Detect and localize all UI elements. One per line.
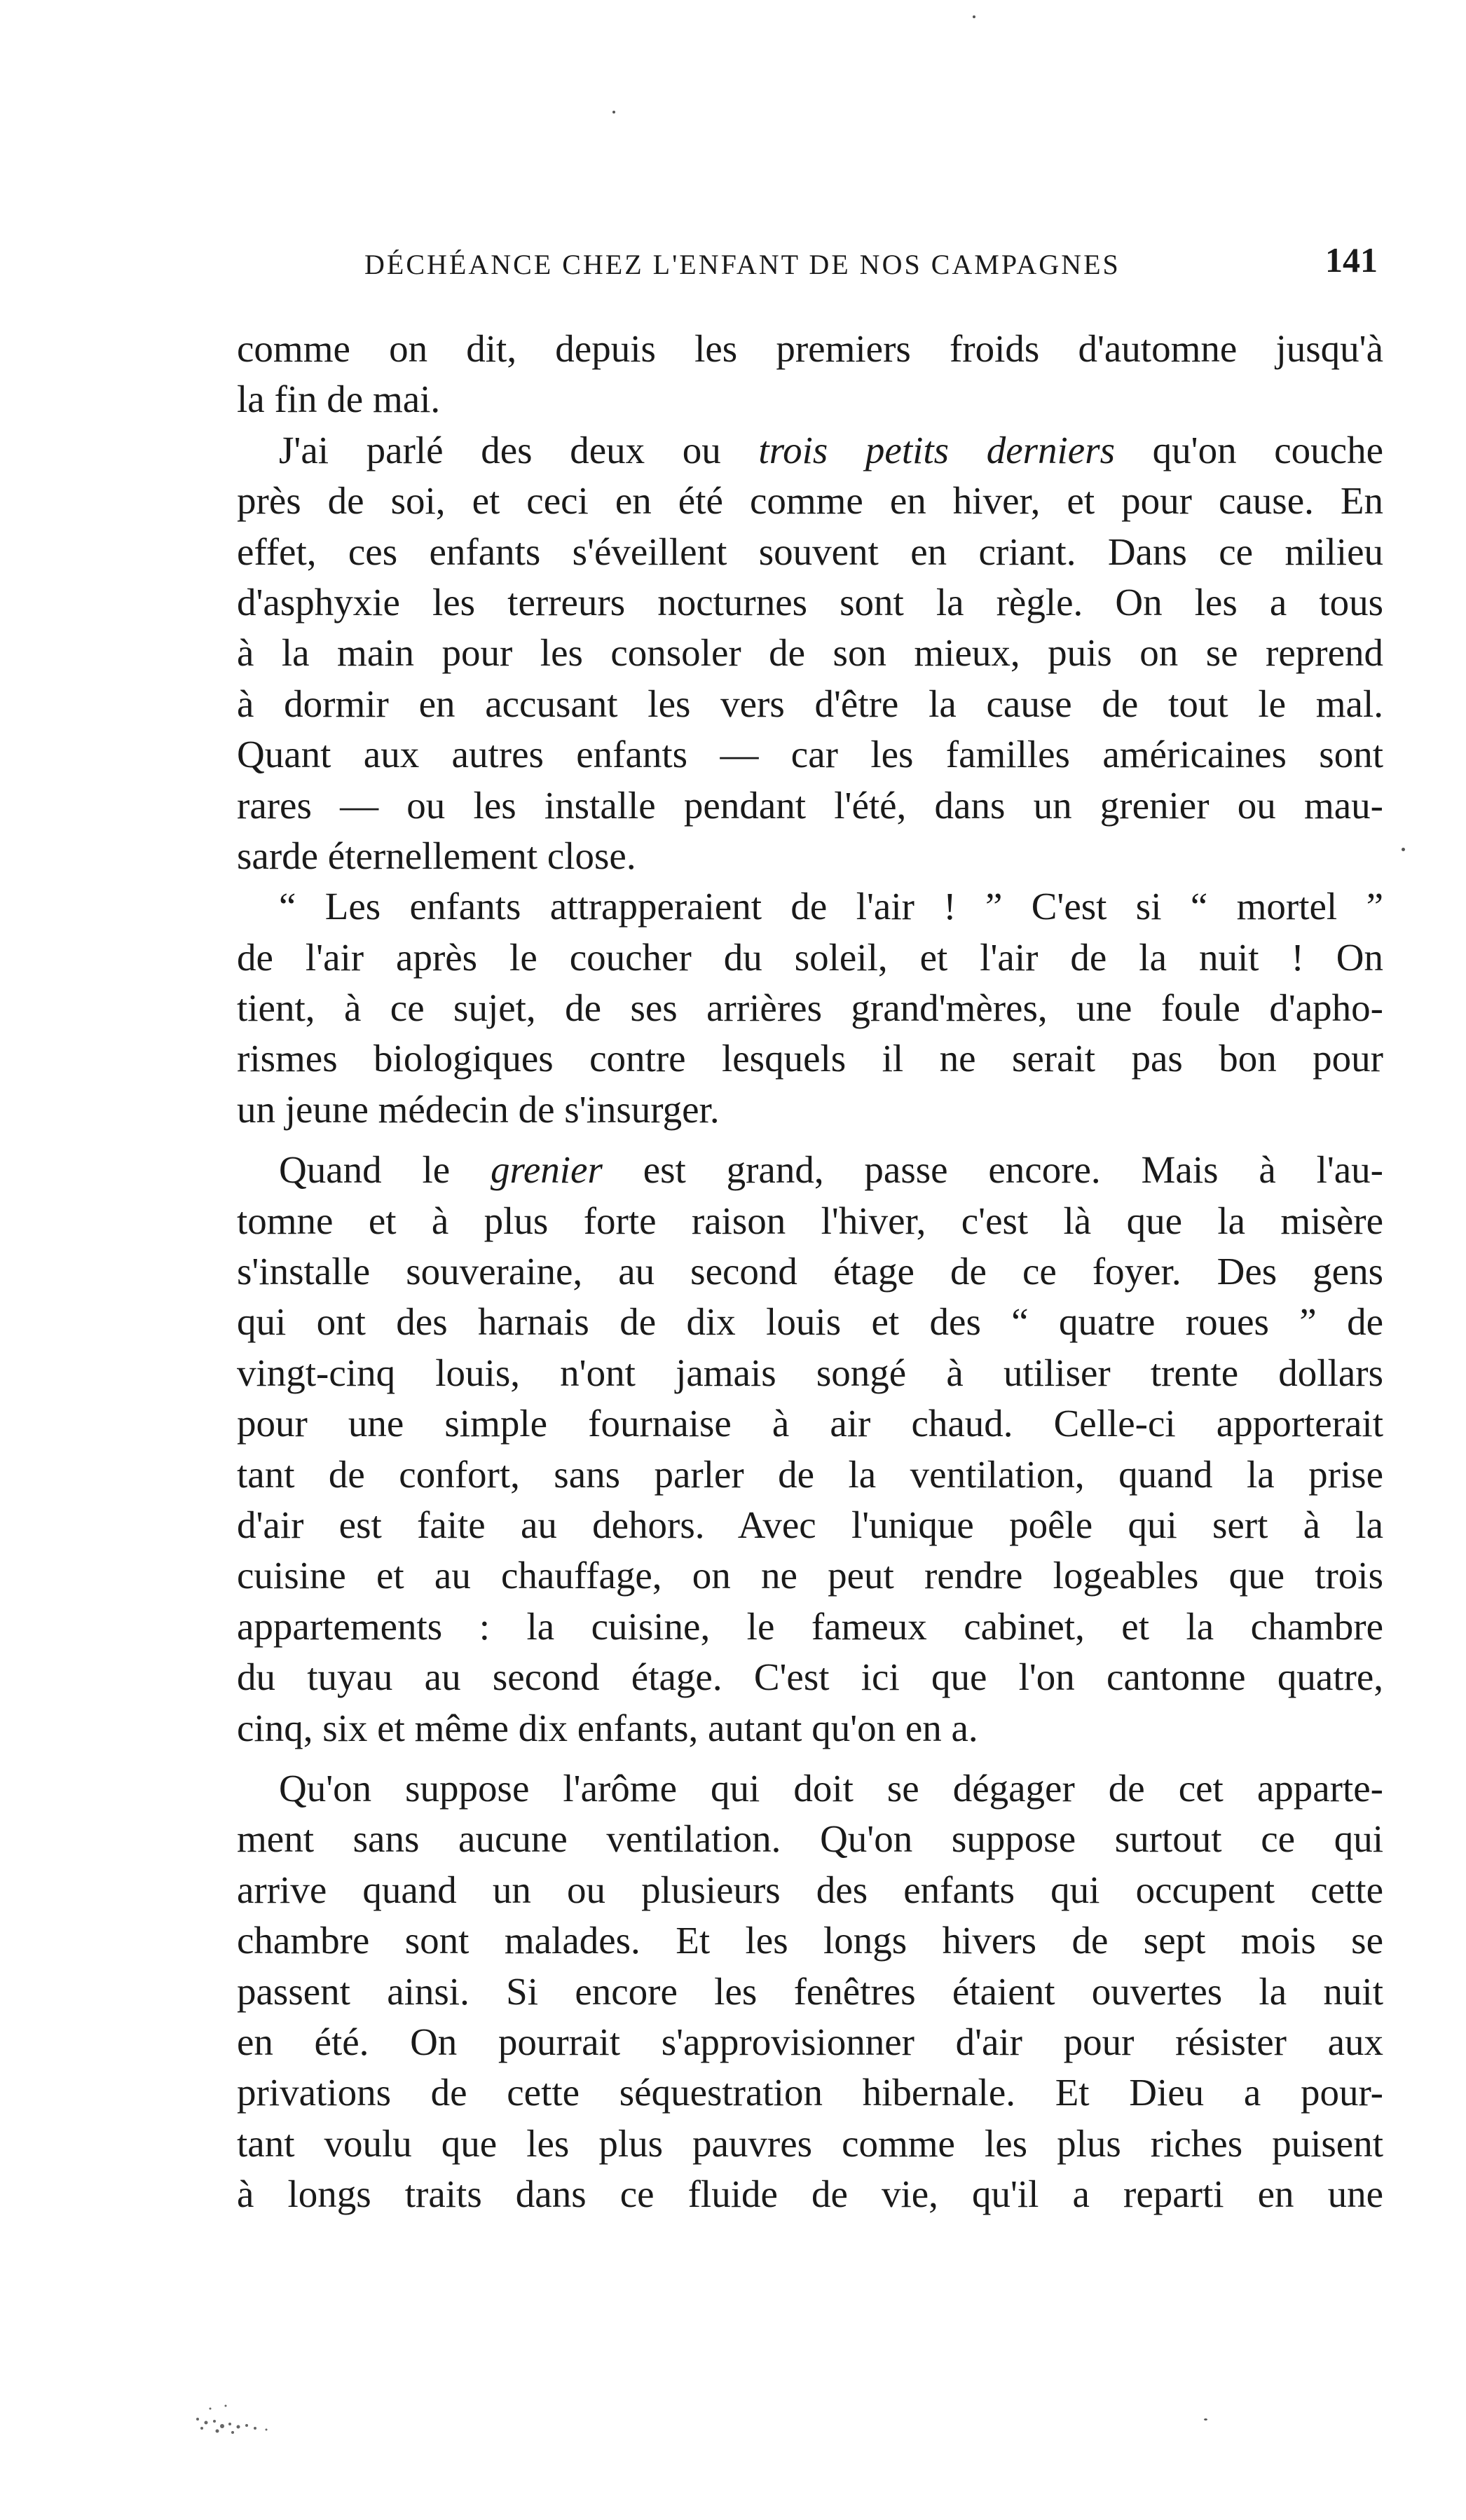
text-line: passent ainsi. Si encore les fenêtres étaient ouvertes la nuit [237, 1969, 1383, 2013]
text-line: la fin de mai. [237, 378, 441, 421]
text-line: de l'air après le coucher du soleil, et l'air de la nuit ! On [237, 935, 1383, 979]
text-line: un jeune médecin de s'insurger. [237, 1087, 720, 1131]
paragraph [237, 425, 1383, 882]
paragraph [237, 1145, 1383, 1754]
text-segment: J'ai parlé des deux ou [279, 428, 759, 471]
text-line: d'air est faite au dehors. Avec l'unique poêle qui sert à la [237, 1503, 1383, 1546]
scan-speck [612, 111, 615, 113]
paragraph-gap [237, 1135, 1383, 1145]
running-head [237, 240, 1383, 289]
text-segment: Quand le [279, 1148, 491, 1192]
text-line: ment sans aucune ventilation. Qu'on suppose surtout ce qui [237, 1817, 1383, 1861]
text-line: chambre sont malades. Et les longs hivers de sept mois se [237, 1919, 1383, 1962]
italic-phrase: grenier [490, 1148, 603, 1192]
text-line: s'installe souveraine, au second étage de ce foyer. Des gens [237, 1250, 1383, 1293]
scan-speck [973, 15, 975, 18]
scan-speck [1402, 848, 1405, 851]
text-segment: est grand, passe encore. Mais à l'au- [602, 1148, 1383, 1192]
text-line: arrive quand un ou plusieurs des enfants qui occupent cette [237, 1868, 1383, 1911]
text-line: d'asphyxie les terreurs nocturnes sont la règle. On les a tous [237, 580, 1383, 624]
text-line: effet, ces enfants s'éveillent souvent en criant. Dans ce milieu [237, 530, 1383, 573]
text-line: cuisine et au chauffage, on ne peut rendre logeables que trois [237, 1554, 1383, 1597]
text-line [237, 1145, 1383, 1195]
text-line [237, 425, 1383, 476]
body-text [237, 324, 1383, 2219]
text-line: pour une simple fournaise à air chaud. Celle-ci apporterait [237, 1402, 1383, 1445]
text-line: comme on dit, depuis les premiers froids d'automne jusqu'à [237, 327, 1383, 370]
text-line: rares — ou les installe pendant l'été, dans un grenier ou mau- [237, 783, 1383, 827]
text-line: tomne et à plus forte raison l'hiver, c'est là que la misère [237, 1199, 1383, 1242]
text-line: sarde éternellement close. [237, 834, 636, 877]
text-line: à la main pour les consoler de son mieux, puis on se reprend [237, 631, 1383, 675]
text-line: qui ont des harnais de dix louis et des “ quatre roues ” de [237, 1300, 1383, 1344]
page-number: 141 [1325, 240, 1378, 280]
running-title: DÉCHÉANCE CHEZ L'ENFANT DE NOS CAMPAGNES [364, 249, 1121, 280]
text-line: “ Les enfants attrapperaient de l'air ! ” C'est si “ mortel ” [279, 885, 1383, 928]
text-segment: qu'on couche [1115, 428, 1383, 471]
text-line: vingt-cinq louis, n'ont jamais songé à utiliser trente dollars [237, 1351, 1383, 1394]
ink-smudge [184, 2388, 289, 2437]
italic-phrase: trois petits derniers [758, 428, 1116, 471]
text-line: Qu'on suppose l'arôme qui doit se dégager de cet apparte- [279, 1766, 1383, 1810]
text-line: appartements : la cuisine, le fameux cabinet, et la chambre [237, 1604, 1383, 1648]
text-line: tient, à ce sujet, de ses arrières grand'mères, une foule d'apho- [237, 986, 1383, 1030]
text-line: à longs traits dans ce fluide de vie, qu'il a reparti en une [237, 2173, 1383, 2216]
text-line: près de soi, et ceci en été comme en hiver, et pour cause. En [237, 479, 1383, 523]
text-line: à dormir en accusant les vers d'être la cause de tout le mal. [237, 682, 1383, 725]
text-line: rismes biologiques contre lesquels il ne serait pas bon pour [237, 1037, 1383, 1080]
paragraph-gap [237, 1754, 1383, 1763]
paragraph [237, 1763, 1383, 2220]
text-line: du tuyau au second étage. C'est ici que l'on cantonne quatre, [237, 1655, 1383, 1699]
scan-speck [1204, 2418, 1207, 2421]
text-line: tant voulu que les plus pauvres comme les plus riches puisent [237, 2121, 1383, 2165]
text-line: privations de cette séquestration hibernale. Et Dieu a pour- [237, 2071, 1383, 2114]
text-line: tant de confort, sans parler de la ventilation, quand la prise [237, 1452, 1383, 1496]
text-line: en été. On pourrait s'approvisionner d'air pour résister aux [237, 2020, 1383, 2063]
text-line: cinq, six et même dix enfants, autant qu'on en a. [237, 1706, 978, 1749]
paragraph [237, 324, 1383, 425]
text-line: Quant aux autres enfants — car les familles américaines sont [237, 733, 1383, 776]
paragraph [237, 881, 1383, 1135]
